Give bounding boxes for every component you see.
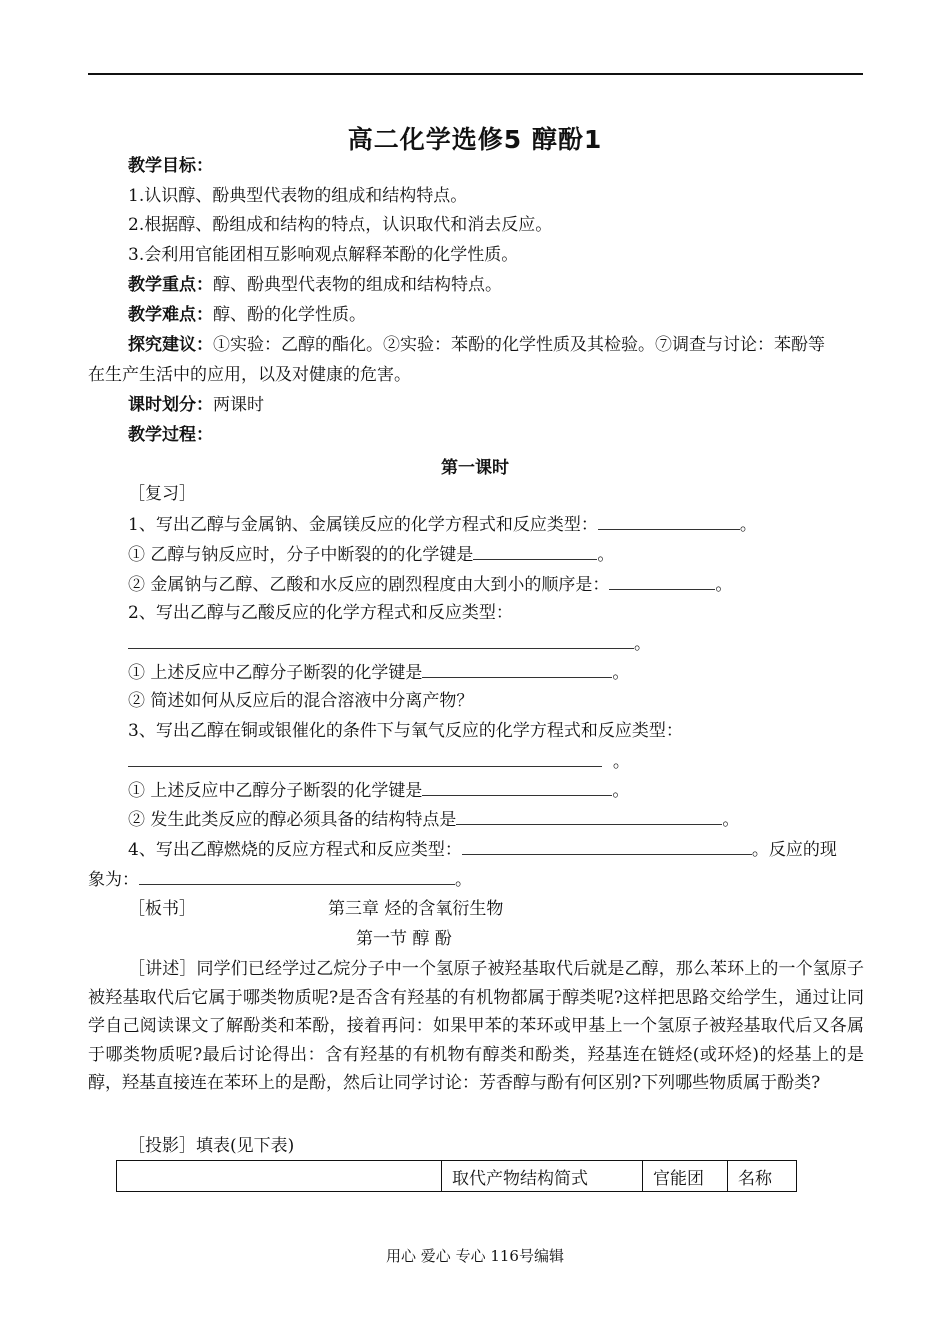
objective-item-2: 2.根据醇、酚组成和结构的特点，认识取代和消去反应。 bbox=[128, 215, 553, 235]
review-q2-answer bbox=[128, 632, 651, 655]
suggestions-label: 探究建议： bbox=[128, 335, 213, 355]
review-q4-line2 bbox=[88, 868, 472, 891]
review-q4-line2-text: 象为： bbox=[88, 870, 139, 890]
review-q1a-text: ① 乙醇与钠反应时，分子中断裂的的化学键是 bbox=[128, 545, 474, 565]
review-q3a-text: ① 上述反应中乙醇分子断裂的化学键是 bbox=[128, 781, 423, 801]
page-title: 高二化学选修5 醇酚1 bbox=[347, 125, 603, 154]
review-q1a bbox=[128, 543, 614, 566]
period: 。 bbox=[722, 810, 740, 830]
answer-blank[interactable] bbox=[598, 513, 740, 530]
difficulties-text: 醇、酚的化学性质。 bbox=[213, 305, 366, 325]
objective-item-3: 3.会利用官能团相互影响观点解释苯酚的化学性质。 bbox=[128, 245, 519, 265]
difficulties-label: 教学难点： bbox=[128, 305, 213, 325]
review-q3-answer bbox=[128, 750, 630, 773]
answer-blank[interactable] bbox=[609, 573, 715, 590]
review-q2b: ② 简述如何从反应后的混合溶液中分离产物？ bbox=[128, 691, 474, 711]
review-q3: 3、写出乙醇在铜或银催化的条件下与氧气反应的化学方程式和反应类型： bbox=[128, 721, 683, 741]
board-section: 第一节 醇 酚 bbox=[356, 929, 452, 949]
period: 。 bbox=[612, 781, 630, 801]
review-q1b bbox=[128, 573, 732, 596]
answer-blank[interactable] bbox=[422, 661, 612, 678]
review-q2a-text: ① 上述反应中乙醇分子断裂的化学键是 bbox=[128, 663, 423, 683]
review-q4-tail: 。反应的现 bbox=[751, 840, 837, 860]
review-tag: ［复习］ bbox=[128, 484, 196, 504]
period: 。 bbox=[634, 634, 651, 654]
projection-table bbox=[116, 1160, 797, 1192]
review-q4-text: 4、写出乙醇燃烧的反应方程式和反应类型： bbox=[128, 840, 462, 860]
review-q3b bbox=[128, 808, 739, 831]
schedule-line bbox=[128, 394, 264, 416]
review-q1 bbox=[128, 513, 757, 536]
key-points-label: 教学重点： bbox=[128, 275, 213, 295]
board-tag: ［板书］ bbox=[128, 899, 196, 919]
key-points-text: 醇、酚典型代表物的组成和结构特点。 bbox=[213, 275, 502, 295]
lecture-paragraph: ［讲述］同学们已经学过乙烷分子中一个氢原子被羟基取代后就是乙醇，那么苯环上的一个氢原子被羟基取代后它属于哪类物质呢?是否含有羟基的有机物都属于醇类呢?这样把思路交给学生，通过让同学自己阅读课文了解酚类和苯酚，接着再问：如果甲苯的苯环或甲基上一个氢原子被羟基取代后又各属于哪类物质呢?最后讨论得出：含有羟基的有机物有醇类和酚类，羟基连在链烃(或环烃)的烃基上的是醇，羟基直接连在苯环上的是酚，然后让同学讨论：芳香醇与酚有何区别?下列哪些物质属于酚类? bbox=[88, 959, 864, 1094]
process-heading: 教学过程： bbox=[128, 425, 213, 445]
board-chapter: 第三章 烃的含氧衍生物 bbox=[328, 899, 504, 919]
table-header-cell bbox=[117, 1161, 442, 1192]
review-q1-text: 1、写出乙醇与金属钠、金属镁反应的化学方程式和反应类型： bbox=[128, 515, 598, 535]
period: 。 bbox=[715, 575, 733, 595]
table-header-cell: 官能团 bbox=[643, 1161, 728, 1192]
review-q2a bbox=[128, 661, 629, 684]
period: 。 bbox=[597, 545, 615, 565]
schedule-text: 两课时 bbox=[213, 395, 264, 415]
table-row bbox=[117, 1161, 797, 1192]
schedule-label: 课时划分： bbox=[128, 395, 213, 415]
period: 。 bbox=[739, 515, 757, 535]
answer-blank[interactable] bbox=[456, 808, 722, 825]
answer-blank[interactable] bbox=[422, 779, 612, 796]
projection-tag: ［投影］填表(见下表) bbox=[128, 1136, 295, 1156]
objective-item-1: 1.认识醇、酚典型代表物的组成和结构特点。 bbox=[128, 186, 468, 206]
lesson-1-heading: 第一课时 bbox=[441, 458, 509, 478]
objectives-heading: 教学目标： bbox=[128, 156, 213, 176]
review-q1b-text: ② 金属钠与乙醇、乙酸和水反应的剧烈程度由大到小的顺序是： bbox=[128, 575, 610, 595]
period: 。 bbox=[455, 870, 472, 890]
review-q4 bbox=[128, 838, 837, 861]
period: 。 bbox=[612, 663, 630, 683]
key-points-line bbox=[128, 274, 502, 296]
suggestions-line bbox=[128, 334, 825, 356]
suggestions-text-2: 在生产生活中的应用，以及对健康的危害。 bbox=[88, 365, 411, 385]
review-q3a bbox=[128, 779, 629, 802]
answer-blank[interactable] bbox=[473, 543, 597, 560]
review-q3b-text: ② 发生此类反应的醇必须具备的结构特点是 bbox=[128, 810, 457, 830]
review-q2: 2、写出乙醇与乙酸反应的化学方程式和反应类型： bbox=[128, 603, 513, 623]
page-footer: 用心 爱心 专心 116号编辑 bbox=[386, 1247, 564, 1265]
answer-blank[interactable] bbox=[139, 868, 455, 885]
answer-blank[interactable] bbox=[462, 838, 752, 855]
header-rule bbox=[88, 73, 863, 75]
suggestions-text-1: ①实验：乙醇的酯化。②实验：苯酚的化学性质及其检验。⑦调查与讨论：苯酚等 bbox=[213, 335, 825, 355]
table-header-cell: 名称 bbox=[728, 1161, 797, 1192]
answer-blank[interactable] bbox=[128, 632, 634, 649]
difficulties-line bbox=[128, 304, 366, 326]
table-header-cell: 取代产物结构简式 bbox=[442, 1161, 643, 1192]
answer-blank[interactable] bbox=[128, 750, 602, 767]
period: 。 bbox=[612, 752, 630, 772]
